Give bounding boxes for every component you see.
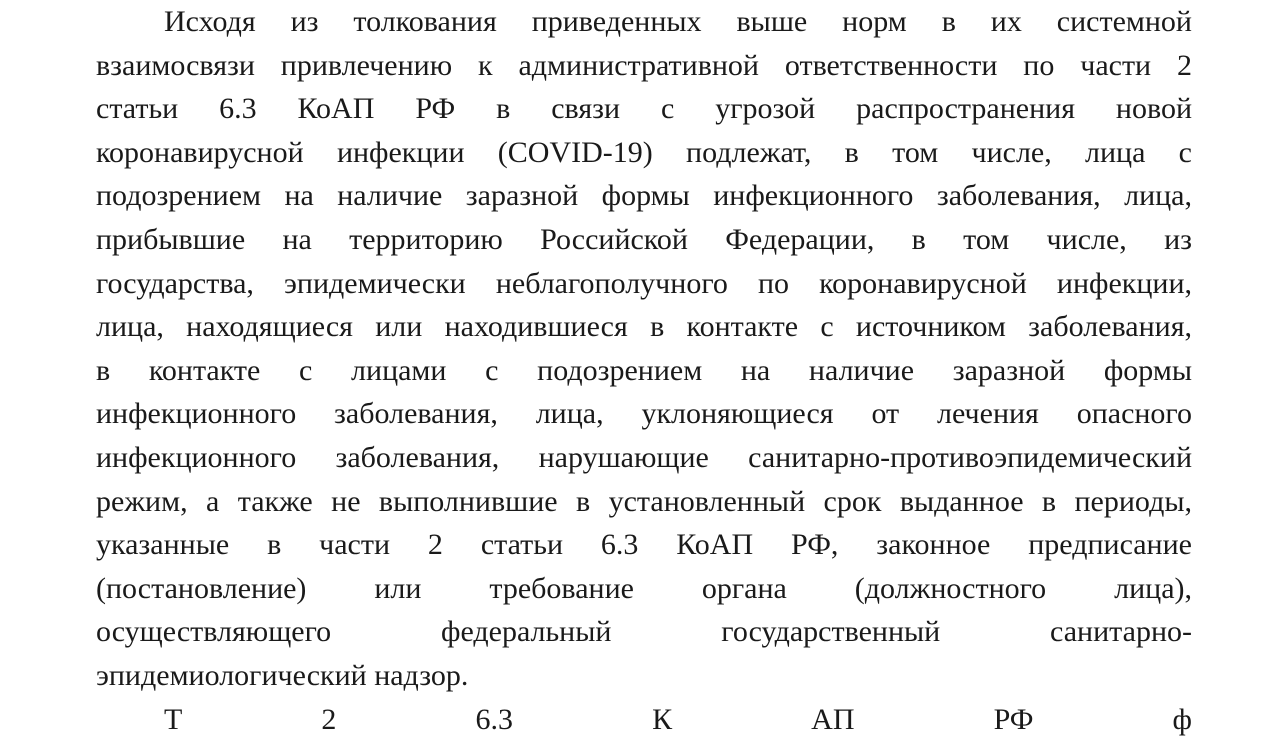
next-paragraph-partial-line: Т 2 6.3 К АП РФ ф — [96, 698, 1192, 741]
paragraph-line: взаимосвязи привлечению к административной ответственности по части 2 — [96, 44, 1192, 88]
paragraph-line: прибывшие на территорию Российской Федерации, в том числе, из — [96, 218, 1192, 262]
paragraph-line: статьи 6.3 КоАП РФ в связи с угрозой распространения новой — [96, 87, 1192, 131]
document-text — [96, 0, 1192, 741]
paragraph-line: режим, а также не выполнившие в установленный срок выданное в периоды, — [96, 480, 1192, 524]
paragraph-line: лица, находящиеся или находившиеся в контакте с источником заболевания, — [96, 305, 1192, 349]
paragraph-line: подозрением на наличие заразной формы инфекционного заболевания, лица, — [96, 174, 1192, 218]
paragraph-line: (постановление) или требование органа (должностного лица), — [96, 567, 1192, 611]
paragraph-line: указанные в части 2 статьи 6.3 КоАП РФ, законное предписание — [96, 523, 1192, 567]
paragraph-line: инфекционного заболевания, нарушающие санитарно-противоэпидемический — [96, 436, 1192, 480]
paragraph-line: в контакте с лицами с подозрением на наличие заразной формы — [96, 349, 1192, 393]
paragraph-line: эпидемиологический надзор. — [96, 654, 1192, 698]
paragraph-line: Исходя из толкования приведенных выше норм в их системной — [96, 0, 1192, 44]
paragraph-line: коронавирусной инфекции (COVID-19) подлежат, в том числе, лица с — [96, 131, 1192, 175]
paragraph-line: государства, эпидемически неблагополучного по коронавирусной инфекции, — [96, 262, 1192, 306]
paragraph-line: осуществляющего федеральный государственный санитарно- — [96, 610, 1192, 654]
paragraph-line: инфекционного заболевания, лица, уклоняющиеся от лечения опасного — [96, 392, 1192, 436]
